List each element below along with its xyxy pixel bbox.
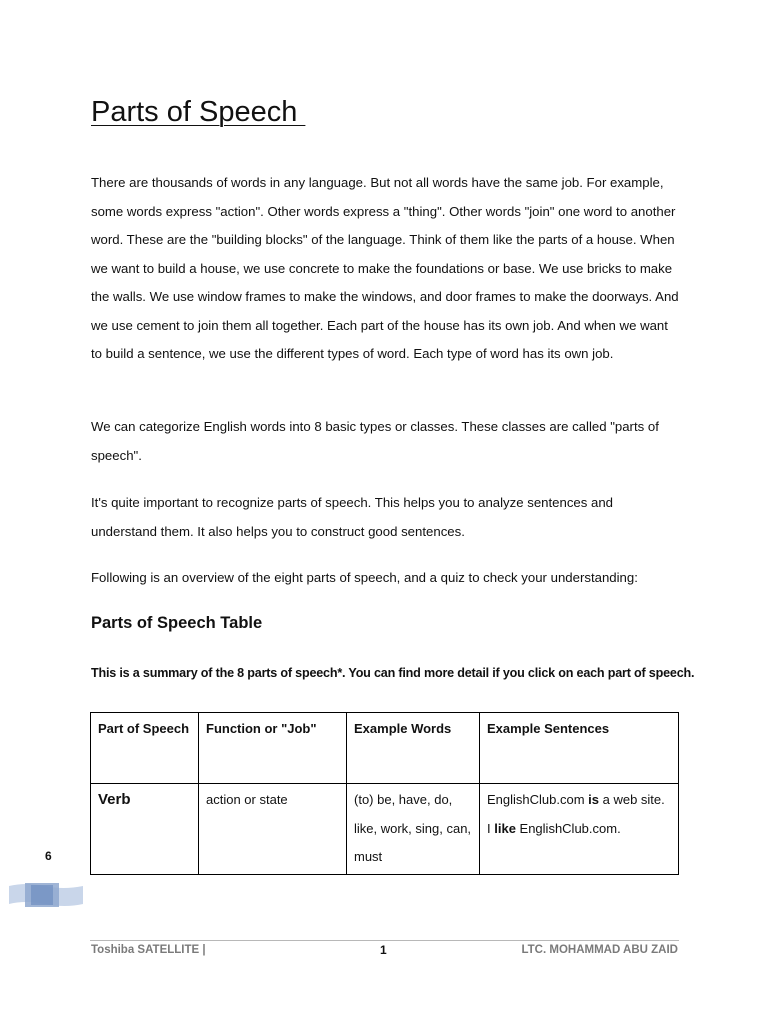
footer-divider [90,940,679,941]
ribbon-icon [9,880,83,910]
footer-left-text: Toshiba SATELLITE | [91,944,206,956]
example-sentence-1: EnglishClub.com is a web site. [487,792,665,807]
cell-sentences [480,784,679,875]
header-example-words: Example Words [347,713,480,784]
header-example-sentences: Example Sentences [480,713,679,784]
verb-link[interactable]: Verb [98,791,131,808]
side-page-number: 6 [45,849,52,863]
table-summary: This is a summary of the 8 parts of speech*. You can find more detail if you click on each part of speech. [91,666,695,680]
cell-examples: (to) be, have, do, like, work, sing, can, must [347,784,480,875]
example-sentence-2: I like EnglishClub.com. [487,820,621,836]
parts-of-speech-table [90,712,679,875]
overview-paragraph: Following is an overview of the eight parts of speech, and a quiz to check your understanding: [91,570,638,585]
footer-page-number: 1 [380,943,387,957]
header-function: Function or "Job" [199,713,347,784]
header-part-of-speech: Part of Speech [91,713,199,784]
cell-function: action or state [199,784,347,875]
categories-paragraph: We can categorize English words into 8 basic types or classes. These classes are called "parts of speech". [91,419,659,463]
footer-author: LTC. MOHAMMAD ABU ZAID [521,944,678,956]
table-header-row [91,713,679,784]
table-row [91,784,679,875]
page-title: Parts of Speech [91,96,306,128]
intro-paragraph: There are thousands of words in any language. But not all words have the same job. For example, some words express "action". Other words express a "thing". Other words "join" one word to another word. These are the "building blocks" of the language. Think of them like the parts of a house. When we want to build a house, we use concrete to make the foundations or base. We use bricks to make the walls. We use window frames to make the windows, and door frames to make the doorways. And we use cement to join them all together. Each part of the house has its own job. And when we want to build a sentence, we use the different types of word. Each type of word has its own job. [91,175,679,361]
cell-part [91,784,199,875]
table-heading: Parts of Speech Table [91,614,263,632]
importance-paragraph: It's quite important to recognize parts of speech. This helps you to analyze sentences and understand them. It also helps you to construct good sentences. [91,495,614,539]
